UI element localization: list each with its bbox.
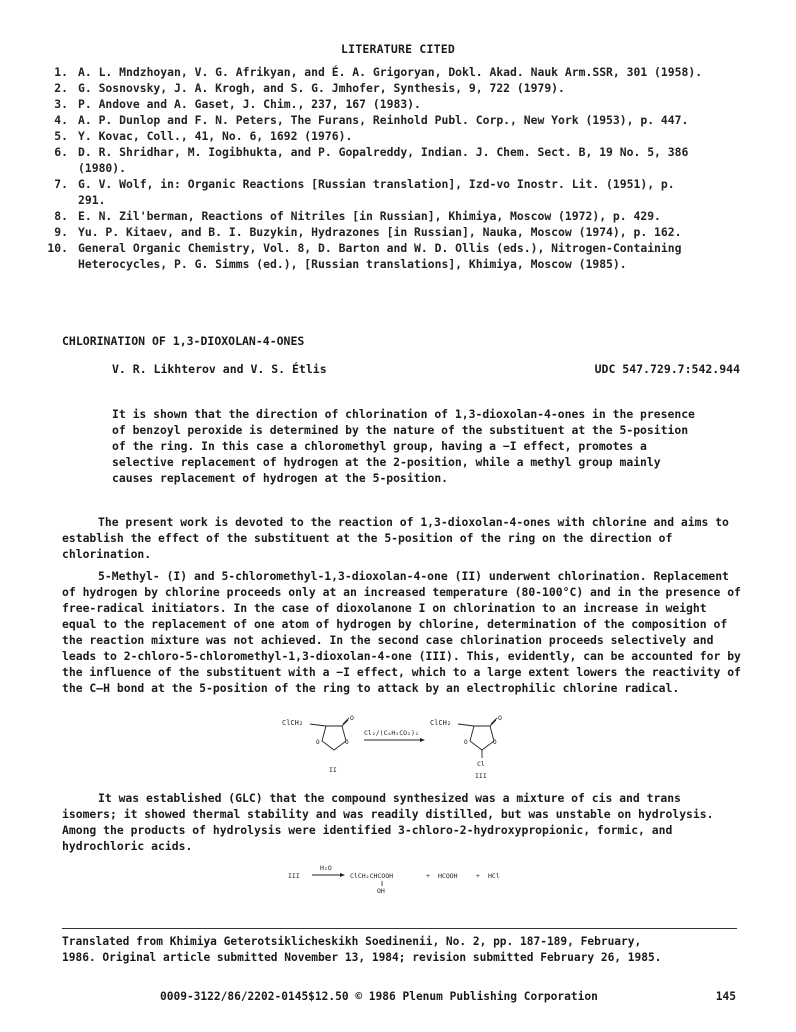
reference-item — [30, 112, 780, 128]
udc-code: UDC 547.729.7:542.944 — [594, 362, 740, 376]
reference-item — [30, 224, 780, 240]
reference-item — [30, 64, 780, 80]
compound-label-ii: II — [329, 766, 337, 774]
reference-text: Yu. P. Kitaev, and B. I. Buzykin, Hydrazones [in Russian], Nauka, Moscow (1974), p. 162. — [78, 225, 682, 239]
substituent-label: ClCH₂ — [282, 719, 304, 727]
literature-cited-heading: LITERATURE CITED — [341, 42, 455, 56]
page-number: 145 — [715, 990, 736, 1003]
plus-sign: + — [426, 872, 430, 880]
reaction-scheme-chlorination — [280, 710, 540, 785]
reference-number: 10. — [47, 241, 68, 255]
abstract: It is shown that the direction of chlorination of 1,3-dioxolan-4-ones in the presence of benzoyl peroxide is determined by the nature of the substituent at the 5-position of the ring. In this case a chloromethyl group, having a −I effect, promotes a selective replacement of hydrogen at the 2-position, while a methyl group mainly causes replacement of hydrogen at the 5-position. — [112, 407, 695, 485]
reference-item — [30, 208, 780, 224]
substituent-label: ClCH₂ — [430, 719, 452, 727]
hydroxyl-label: OH — [377, 887, 385, 895]
chlorine-label: Cl — [477, 760, 485, 768]
plus-sign: + — [476, 872, 480, 880]
reference-number: 3. — [54, 97, 68, 111]
product-label: ClCH₂CHCOOH — [350, 872, 394, 880]
reference-number: 7. — [54, 177, 68, 191]
compound-label-iii: III — [475, 772, 487, 780]
reaction-scheme-hydrolysis — [284, 862, 514, 902]
translation-note: Translated from Khimiya Geterotsiklicheskikh Soedinenii, No. 2, pp. 187-189, February, 1986. Original article submitted November 13, 1984; revision submitted February 26, 1985. — [62, 935, 662, 964]
reference-list — [30, 64, 780, 272]
reactant-label: III — [288, 872, 300, 880]
oxygen-label: O — [345, 739, 349, 746]
reference-number: 2. — [54, 81, 68, 95]
reference-number: 6. — [54, 145, 68, 159]
reference-item — [30, 80, 780, 96]
oxygen-label: O — [493, 739, 497, 746]
body-paragraph-2 — [62, 568, 748, 696]
paragraph-text: The present work is devoted to the reaction of 1,3-dioxolan-4-ones with chlorine and aims to establish the effect of the substituent at the 5-position of the ring on the direction of chlorination. — [62, 515, 736, 561]
footnote-divider — [62, 928, 737, 929]
reference-number: 1. — [54, 65, 68, 79]
oxygen-label: O — [498, 714, 502, 722]
arrow-head-icon — [340, 873, 345, 877]
reference-text: G. Sosnovsky, J. A. Krogh, and S. G. Jmhofer, Synthesis, 9, 722 (1979). — [78, 81, 565, 95]
reference-item — [30, 128, 780, 144]
reference-text: P. Andove and A. Gaset, J. Chim., 237, 167 (1983). — [78, 97, 421, 111]
product-label: HCOOH — [438, 872, 458, 880]
reference-number: 5. — [54, 129, 68, 143]
arrow-head-icon — [420, 738, 425, 742]
oxygen-label: O — [464, 739, 468, 746]
reagent-label: Cl₂/(C₆H₅CO₂)₂ — [364, 729, 419, 737]
paragraph-text: It was established (GLC) that the compound synthesized was a mixture of cis and trans isomers; it showed thermal stability and was readily distilled, but was unstable on hydrolysis. Among the products of hydrolysis were identified 3-chloro-2-hydroxypropionic, formic, and hydrochloric acids. — [62, 791, 721, 853]
reference-number: 9. — [54, 225, 68, 239]
article-authors: V. R. Likhterov and V. S. Étlis — [112, 362, 327, 376]
reference-text: Y. Kovac, Coll., 41, No. 6, 1692 (1976). — [78, 129, 353, 143]
body-paragraph-3 — [62, 790, 742, 854]
article-title: CHLORINATION OF 1,3-DIOXOLAN-4-ONES — [62, 334, 305, 348]
reference-text: E. N. Zil'berman, Reactions of Nitriles [in Russian], Khimiya, Moscow (1972), p. 429. — [78, 209, 661, 223]
reference-number: 8. — [54, 209, 68, 223]
product-label: HCl — [488, 872, 500, 880]
reference-text: A. P. Dunlop and F. N. Peters, The Furans, Reinhold Publ. Corp., New York (1953), p. 447. — [78, 113, 689, 127]
oxygen-label: O — [316, 739, 320, 746]
reference-item — [30, 144, 780, 176]
paragraph-text: 5-Methyl- (I) and 5-chloromethyl-1,3-dioxolan-4-one (II) underwent chlorination. Replacement of hydrogen by chlorine proceeds only at an increased temperature (80-100°C) and in the presence of free-radical initiators. In the case of dioxolanone I on chlorination to an increase in weight equal to the replacement of one atom of hydrogen by chlorine, determination of the composition of the reaction mixture was not achieved. In the second case chlorination proceeds selectively and leads to 2-chloro-5-chloromethyl-1,3-dioxolan-4-one (III). This, evidently, can be accounted for by the influence of the substituent with a −I effect, which to a large extent lowers the reactivity of the C—H bond at the 5-position of the ring to attack by an electrophilic chlorine radical. — [62, 569, 748, 695]
reference-item — [30, 96, 780, 112]
reagent-label: H₂O — [320, 864, 332, 872]
body-paragraph-1 — [62, 514, 742, 562]
reference-number: 4. — [54, 113, 68, 127]
copyright-line: 0009-3122/86/2202-0145$12.50 © 1986 Plenum Publishing Corporation — [160, 990, 598, 1003]
reference-text: A. L. Mndzhoyan, V. G. Afrikyan, and É. A. Grigoryan, Dokl. Akad. Nauk Arm.SSR, 301 (1958). — [78, 65, 703, 79]
reference-text: G. V. Wolf, in: Organic Reactions [Russian translation], Izd-vo Inostr. Lit. (1951), p. 291. — [78, 177, 675, 207]
reference-text: General Organic Chemistry, Vol. 8, D. Barton and W. D. Ollis (eds.), Nitrogen-Containing Heterocycles, P. G. Simms (ed.), [Russian translations], Khimiya, Moscow (1985). — [78, 241, 682, 271]
oxygen-label: O — [350, 714, 354, 722]
reference-item — [30, 176, 780, 208]
reference-item — [30, 240, 780, 272]
dioxolanone-structure-iii — [458, 718, 497, 758]
reference-text: D. R. Shridhar, M. Iogibhukta, and P. Gopalreddy, Indian. J. Chem. Sect. B, 19 No. 5, 386 (1980). — [78, 145, 689, 175]
